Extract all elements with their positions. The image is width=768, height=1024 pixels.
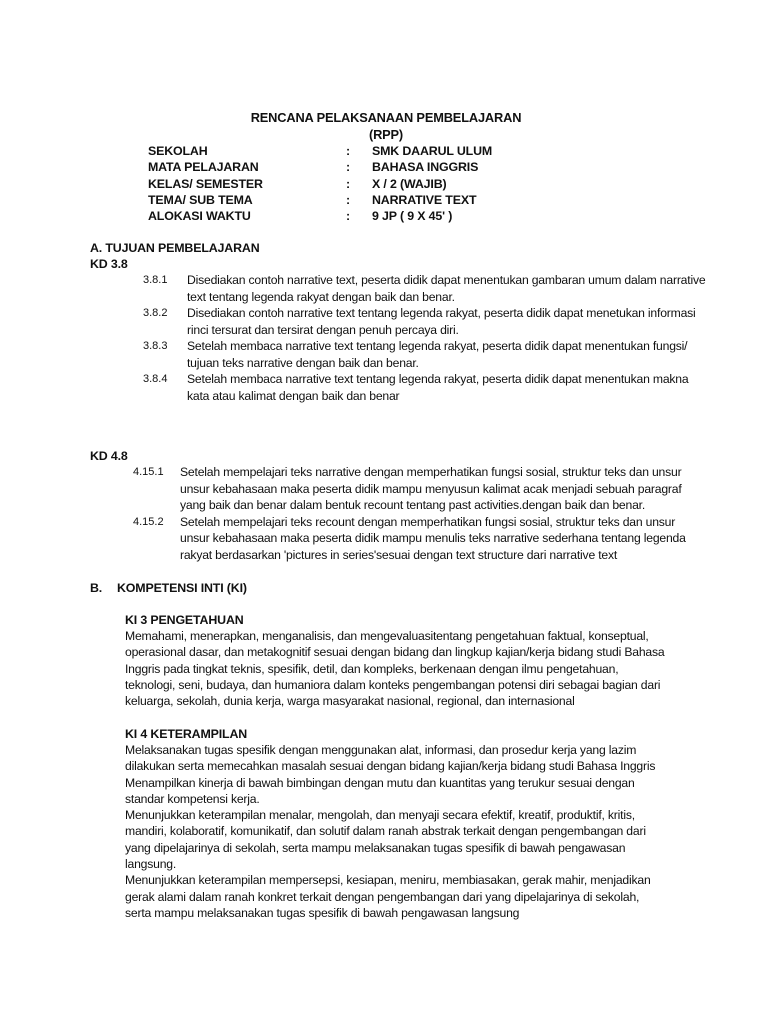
objective-number: 4.15.2 — [133, 516, 164, 528]
ki4-body — [125, 742, 665, 921]
objective-number: 4.15.1 — [133, 466, 164, 478]
objective-text-line: text tentang legenda rakyat dengan baik dan benar. — [187, 290, 455, 304]
objective-number: 3.8.4 — [143, 373, 168, 385]
header-value-sekolah: SMK DAARUL ULUM — [372, 144, 493, 158]
objective-text-line: Setelah membaca narrative text tentang legenda rakyat, peserta didik dapat menentukan fungsi/ — [187, 339, 688, 353]
objective-text-line: rakyat berdasarkan 'pictures in series'sesuai dengan text structure dari narrative text — [180, 548, 618, 562]
objective-text-line: unsur kebahasaan maka peserta didik mampu menyusun kalimat acak menjadi sebuah paragraf — [180, 482, 682, 496]
section-b-heading: KOMPETENSI INTI (KI) — [117, 581, 247, 595]
objective-number: 3.8.2 — [143, 307, 168, 319]
header-colon: : — [346, 160, 350, 174]
objective-number: 3.8.3 — [143, 340, 168, 352]
ki4-paragraph: Menunjukkan keterampilan menalar, mengolah, dan menyaji secara efektif, kreatif, produktif, kritis, mandiri, kolaboratif, komunikatif, dan solutif dalam ranah abstrak terkait dengan pengembangan dari yang dipelajarinya di sekolah, serta mampu melaksanakan tugas spesifik di bawah pengawasan langsung. — [125, 808, 646, 872]
header-colon: : — [346, 144, 350, 158]
kd-3-8-label: KD 3.8 — [90, 257, 128, 271]
objective-text-line: kata atau kalimat dengan baik dan benar — [187, 389, 400, 403]
section-a-heading: A. TUJUAN PEMBELAJARAN — [90, 241, 260, 255]
objective-text-line: unsur kebahasaan maka peserta didik mampu menulis teks narrative sederhana tentang legenda — [180, 531, 686, 545]
objective-text-line: Setelah mempelajari teks narrative dengan memperhatikan fungsi sosial, struktur teks dan unsur — [180, 465, 682, 479]
ki3-paragraph: Memahami, menerapkan, menganalisis, dan mengevaluasitentang pengetahuan faktual, konseptual, operasional dasar, dan metakognitif sesuai dengan bidang dan lingkup kajian/kerja bidang studi Bahasa Inggris pada tingkat teknis, spesifik, detil, dan kompleks, berkenaan dengan ilmu pengetahuan, teknologi, seni, budaya, dan humaniora dalam konteks pengembangan potensi diri sebagai bagian dari keluarga, sekolah, dunia kerja, warga masyarakat nasional, regional, dan internasional — [125, 629, 665, 709]
objective-text-line: rinci tersurat dan tersirat dengan penuh percaya diri. — [187, 323, 459, 337]
objective-text-line: Disediakan contoh narrative text tentang legenda rakyat, peserta didik dapat menetukan informasi — [187, 306, 696, 320]
document-title: RENCANA PELAKSANAAN PEMBELAJARAN — [250, 110, 522, 125]
ki4-paragraph: Melaksanakan tugas spesifik dengan menggunakan alat, informasi, dan prosedur kerja yang lazim dilakukan serta memecahkan masalah sesuai dengan bidang kajian/kerja bidang studi Bahasa Inggris — [125, 743, 656, 774]
section-b-letter: B. — [90, 581, 103, 595]
header-label-sekolah: SEKOLAH — [148, 144, 208, 158]
header-label-kelas-semester: KELAS/ SEMESTER — [148, 177, 263, 191]
ki3-heading: KI 3 PENGETAHUAN — [125, 613, 244, 627]
header-label-alokasi-waktu: ALOKASI WAKTU — [148, 209, 251, 223]
header-value-kelas-semester: X / 2 (WAJIB) — [372, 177, 447, 191]
kd-4-8-label: KD 4.8 — [90, 449, 128, 463]
objective-text-line: Disediakan contoh narrative text, peserta didik dapat menentukan gambaran umum dalam narrative — [187, 273, 706, 287]
objective-number: 3.8.1 — [143, 274, 168, 286]
objective-text-line: tujuan teks narrative dengan baik dan benar. — [187, 356, 419, 370]
objective-text-line: Setelah mempelajari teks recount dengan memperhatikan fungsi sosial, struktur teks dan unsur — [180, 515, 676, 529]
header-value-tema: NARRATIVE TEXT — [372, 193, 477, 207]
header-label-mata-pelajaran: MATA PELAJARAN — [148, 160, 259, 174]
ki4-paragraph: Menunjukkan keterampilan mempersepsi, kesiapan, meniru, membiasakan, gerak mahir, menjadikan gerak alami dalam ranah konkret terkait dengan pengembangan dari yang dipelajarinya di sekolah, serta mampu melaksanakan tugas spesifik di bawah pengawasan langsung — [125, 873, 651, 920]
ki4-paragraph: Menampilkan kinerja di bawah bimbingan dengan mutu dan kuantitas yang terukur sesuai dengan standar kompetensi kerja. — [125, 775, 635, 806]
document-subtitle: (RPP) — [368, 127, 404, 142]
header-colon: : — [346, 193, 350, 207]
header-value-mata-pelajaran: BAHASA INGGRIS — [372, 160, 479, 174]
ki4-heading: KI 4 KETERAMPILAN — [125, 727, 248, 741]
objective-text-line: yang baik dan benar dalam bentuk recount tentang past activities.dengan baik dan benar. — [180, 498, 646, 512]
ki3-body — [125, 628, 665, 709]
header-colon: : — [346, 209, 350, 223]
header-colon: : — [346, 177, 350, 191]
objective-text-line: Setelah membaca narrative text tentang legenda rakyat, peserta didik dapat menentukan makna — [187, 372, 689, 386]
header-label-tema: TEMA/ SUB TEMA — [148, 193, 253, 207]
header-value-alokasi-waktu: 9 JP ( 9 X 45' ) — [372, 209, 453, 223]
